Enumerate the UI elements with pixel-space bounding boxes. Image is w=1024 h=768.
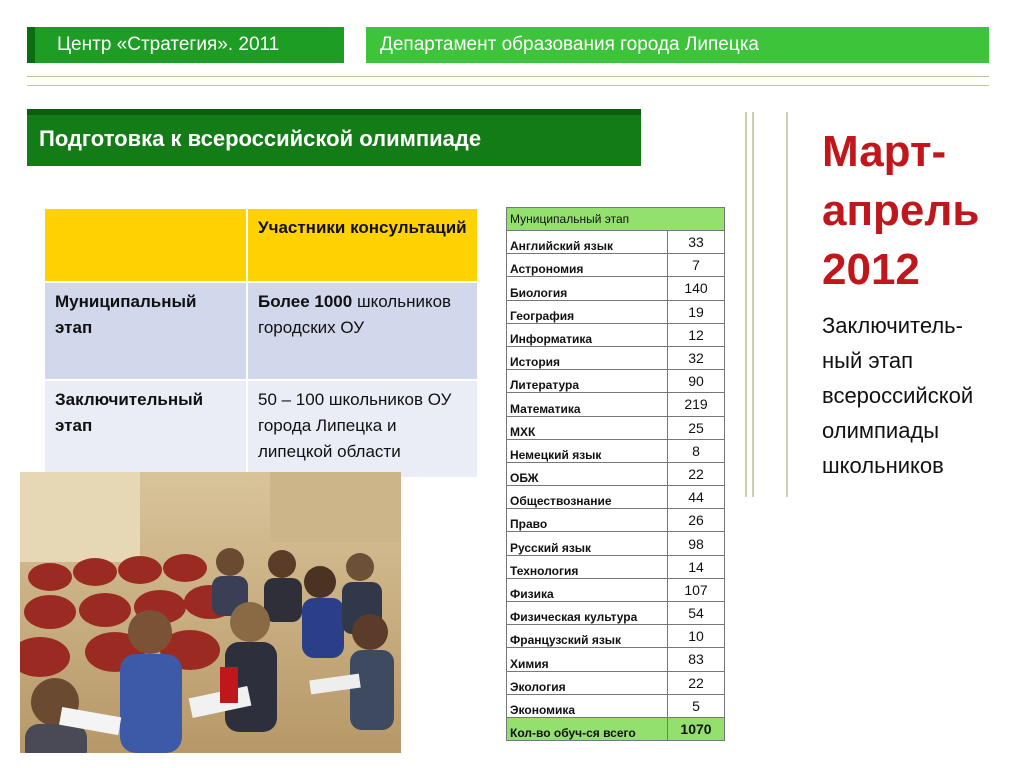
table-row [507,277,725,300]
subject-count: 26 [668,509,725,532]
subject-name: Право [507,509,668,532]
table-row [507,323,725,346]
table-row [44,380,478,478]
final-stage-description [822,308,973,483]
desc-line: Заключитель- [822,313,963,338]
header-right-banner [366,27,989,63]
table-row [507,694,725,717]
vertical-line [745,112,747,497]
table-row [507,532,725,555]
subject-count: 22 [668,671,725,694]
subject-name: География [507,300,668,323]
title-shade [27,109,641,115]
table-row [507,393,725,416]
subject-count: 219 [668,393,725,416]
table-row [44,208,478,282]
stage-final: Заключительный этап [44,380,247,478]
subject-count: 25 [668,416,725,439]
slide-title-text: Подготовка к всероссийской олимпиаде [39,126,482,151]
subject-count: 98 [668,532,725,555]
subject-name: Биология [507,277,668,300]
date-line: Март- [822,127,947,176]
divider-bottom [27,85,989,86]
subject-name: Литература [507,370,668,393]
desc-line: олимпиады [822,418,940,443]
desc-line: всероссийской [822,383,974,408]
participants-bold: Более 1000 [258,292,353,311]
subject-count: 8 [668,439,725,462]
table-row [507,346,725,369]
subject-count: 32 [668,346,725,369]
date-line: апрель [822,186,980,235]
subject-count: 19 [668,300,725,323]
subject-name: Физика [507,578,668,601]
subject-count: 33 [668,231,725,254]
subject-name: Французский язык [507,625,668,648]
subject-name: Экология [507,671,668,694]
participants-rest: школьников городских ОУ [258,292,452,337]
table-row [507,300,725,323]
table-row [44,282,478,380]
table-row [507,555,725,578]
subject-count: 22 [668,462,725,485]
date-heading [822,122,979,299]
participants-municipal [247,282,478,380]
total-value: 1070 [668,717,725,740]
table-row [507,208,725,231]
subject-name: Обществознание [507,486,668,509]
desc-line: ный этап [822,348,914,373]
header-left-banner [27,27,344,63]
subject-name: Технология [507,555,668,578]
desc-line: школьников [822,453,944,478]
table-cell-empty [44,208,247,282]
subject-name: Математика [507,393,668,416]
subject-name: Астрономия [507,254,668,277]
subject-count: 140 [668,277,725,300]
vertical-line [752,112,754,497]
subject-count: 12 [668,323,725,346]
subject-count: 10 [668,625,725,648]
table-row [507,416,725,439]
total-label: Кол-во обуч-ся всего [507,717,668,740]
stage-municipal: Муниципальный этап [44,282,247,380]
subject-count: 5 [668,694,725,717]
subject-name: История [507,346,668,369]
table-row [507,439,725,462]
header-left-text: Центр «Стратегия». 2011 [57,34,280,55]
table-row [507,370,725,393]
header-right-text: Департамент образования города Липецка [380,34,759,55]
subject-name: Информатика [507,323,668,346]
subject-count: 54 [668,602,725,625]
consultations-table [43,207,479,479]
subject-name: Физическая культура [507,602,668,625]
subject-name: Английский язык [507,231,668,254]
slide-title [27,109,641,166]
municipal-header: Муниципальный этап [507,208,725,231]
photo-illustration [20,472,401,753]
subject-name: Химия [507,648,668,671]
subject-count: 107 [668,578,725,601]
table-row [507,231,725,254]
subject-count: 90 [668,370,725,393]
municipal-rows [507,231,725,718]
table-row [507,717,725,740]
subject-count: 7 [668,254,725,277]
table-row [507,509,725,532]
subject-name: Русский язык [507,532,668,555]
subject-name: МХК [507,416,668,439]
participants-final: 50 – 100 школьников ОУ города Липецка и липецкой области [247,380,478,478]
subject-name: ОБЖ [507,462,668,485]
municipal-table [506,207,725,741]
table-row [507,625,725,648]
subject-name: Экономика [507,694,668,717]
table-row [507,578,725,601]
subject-count: 44 [668,486,725,509]
divider-top [27,76,989,77]
vertical-line [786,112,788,497]
date-line: 2012 [822,245,920,294]
subject-count: 14 [668,555,725,578]
table-row [507,486,725,509]
table-header-participants: Участники консультаций [247,208,478,282]
table-row [507,602,725,625]
subject-name: Немецкий язык [507,439,668,462]
classroom-photo [20,472,401,753]
table-row [507,462,725,485]
table-row [507,254,725,277]
banner-mark [27,27,35,63]
table-row [507,671,725,694]
subject-count: 83 [668,648,725,671]
table-row [507,648,725,671]
